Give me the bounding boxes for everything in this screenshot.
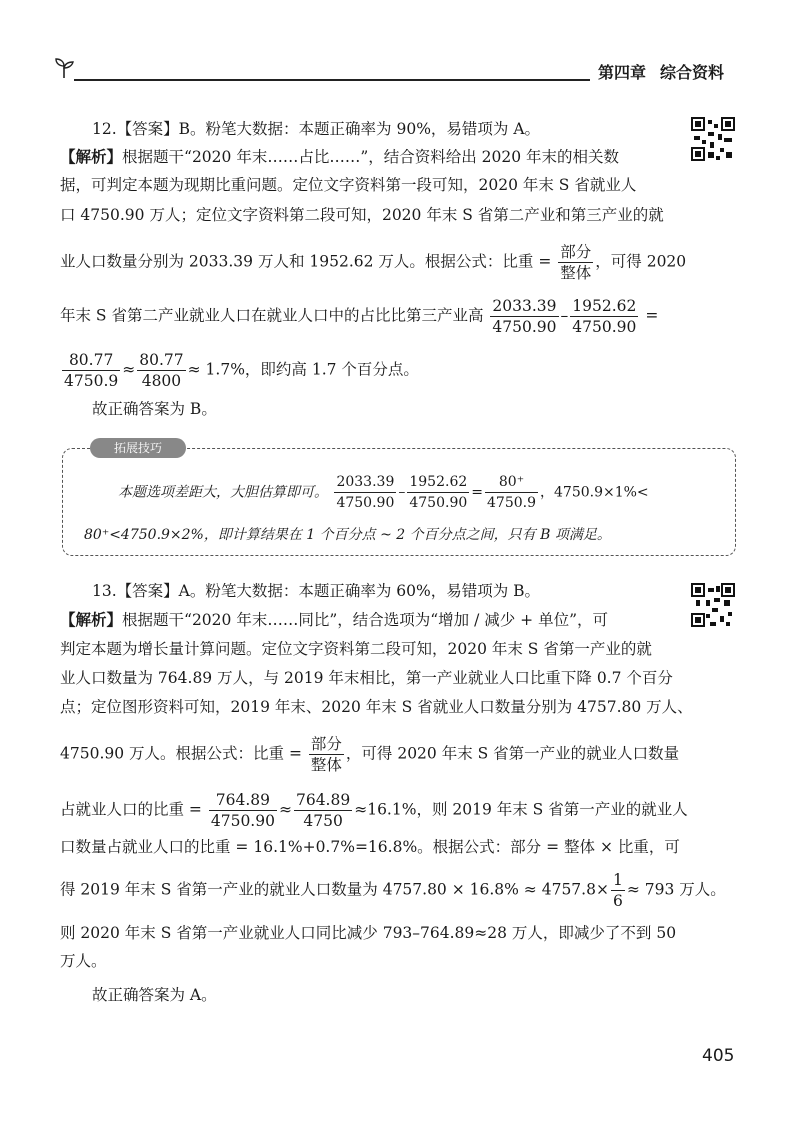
q13-analysis-line-6: 占就业人口的比重 = $\frac{764.89}{4750.90}$ ≈ $\frac{764.89}{4750}$ ≈16.1%，则 2019 年末 S 省第一产业的就业人 (60, 791, 688, 830)
q12-analysis-line-6: $\frac{80.77}{4750.9}$ ≈ $\frac{80.77}{4800}$ ≈ 1.7%，即约高 1.7 个百分点。 (64, 351, 419, 390)
q13-analysis-line-2: 判定本题为增长量计算问题。定位文字资料第二段可知，2020 年末 S 省第一产业的就 (60, 640, 652, 658)
q12-analysis-line-5: 年末 S 省第二产业就业人口在就业人口中的占比比第三产业高 $\frac{2033.39}{4750.90}$ – $\frac{1952.62}{4750.90}$ = (60, 297, 659, 336)
fraction-80-77-b: $\frac{80.77}{4800}$ (139, 351, 184, 390)
fraction-1952: $\frac{1952.62}{4750.90}$ (572, 297, 637, 336)
tip-label: 拓展技巧 (90, 438, 186, 458)
fraction-2033: $\frac{2033.39}{4750.90}$ (492, 297, 557, 336)
tip-line-2: 80⁺<4750.9×2%，即计算结果在 1 个百分点 ~ 2 个百分点之间，只有 B 项满足。 (84, 527, 611, 543)
q13-analysis-line-10: 万人。 (60, 952, 107, 970)
q12-analysis-line-2: 据，可判定本题为现期比重问题。定位文字资料第一段可知，2020 年末 S 省就业人 (60, 176, 637, 194)
chapter-title: 第四章 综合资料 (598, 63, 725, 82)
header-rule (74, 79, 590, 81)
q12-analysis-line-4: 业人口数量分别为 2033.39 万人和 1952.62 万人。根据公式：比重 = $\frac{\text{部分}}{\text{整体}}$ ，可得 2020 (60, 243, 687, 282)
q13-analysis-line-3: 业人口数量为 764.89 万人，与 2019 年末相比，第一产业就业人口比重下降 0.7 个百分 (60, 669, 673, 687)
q13-analysis-line-1: 【解析】根据题干“2020 年末……同比”，结合选项为“增加 / 减少 + 单位”，可 (60, 610, 609, 629)
q13-analysis-line-8: 得 2019 年末 S 省第一产业的就业人口数量为 4757.80 × 16.8% ≈ 4757.8× $\frac{1}{6}$ ≈ 793 万人。 (60, 871, 726, 910)
fraction-80-77-a: $\frac{80.77}{4750.9}$ (64, 351, 119, 390)
section-title: 综合资料 (660, 63, 725, 82)
q12-analysis-line-3: 口 4750.90 万人；定位文字资料第二段可知，2020 年末 S 省第二产业和第三产业的就 (60, 206, 664, 224)
q12-conclusion: 故正确答案为 B。 (92, 400, 217, 418)
qr-code-icon (690, 582, 736, 628)
q13-conclusion: 故正确答案为 A。 (92, 986, 217, 1004)
q12-analysis-line-1: 【解析】根据题干“2020 年末……占比……”，结合资料给出 2020 年末的相关数 (60, 147, 620, 166)
q13-analysis-line-4: 点；定位图形资料可知，2019 年末、2020 年末 S 省就业人口数量分别为 4757.80 万人、 (60, 698, 693, 716)
analysis-tag: 【解析】 (60, 610, 123, 629)
q13-answer-line: 13.【答案】A。粉笔大数据：本题正确率为 60%，易错项为 B。 (92, 582, 541, 600)
formula-fraction: $\frac{\text{部分}}{\text{整体}}$ (560, 243, 592, 282)
q13-analysis-line-7: 口数量占就业人口的比重 = 16.1%+0.7%=16.8%。根据公式：部分 = 整体 × 比重，可 (60, 838, 680, 856)
sprout-icon (52, 56, 76, 80)
q12-answer-line: 12.【答案】B。粉笔大数据：本题正确率为 90%，易错项为 A。 (92, 120, 541, 138)
q13-analysis-line-9: 则 2020 年末 S 省第一产业就业人口同比减少 793–764.89≈28 万人，即减少了不到 50 (60, 924, 677, 942)
qr-code-icon (690, 116, 736, 162)
q13-analysis-line-5: 4750.90 万人。根据公式：比重 = $\frac{\text{部分}}{\text{整体}}$ ，可得 2020 年末 S 省第一产业的就业人口数量 (60, 735, 680, 774)
analysis-tag: 【解析】 (60, 147, 123, 166)
tip-line-1: 本题选项差距大，大胆估算即可。 $\frac{2033.39}{4750.90}$ – $\frac{1952.62}{4750.90}$ = $\frac{80^+}{4750.9}$ ，4750.9×1%< (118, 474, 649, 511)
page-number: 405 (702, 1046, 735, 1066)
